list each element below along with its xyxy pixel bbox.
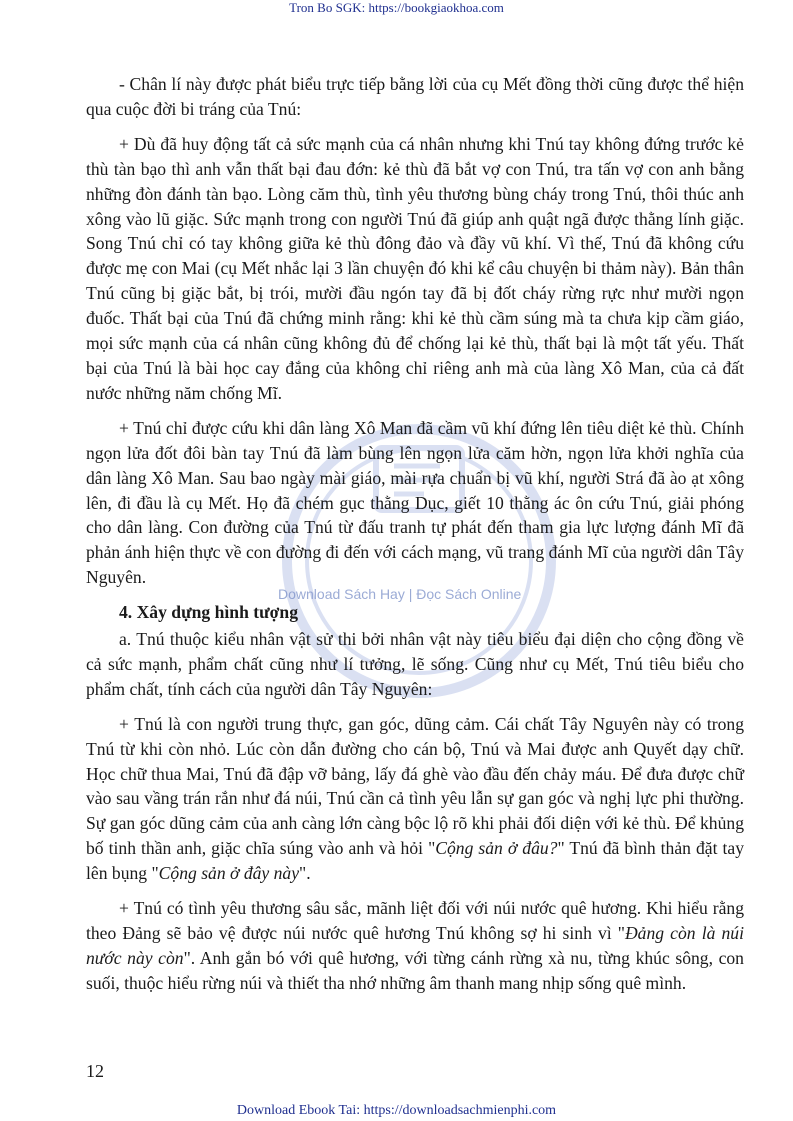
courage-text-before: + Tnú là con người trung thực, gan góc, dũng cảm. Cái chất Tây Nguyên này có trong Tnú từ khi còn nhỏ. Lúc còn dẫn đường cho cán bộ, Tnú và Mai được anh Quyết dạy chữ. Học chữ thua Mai, Tnú đã đập vỡ bảng, lấy đá ghè vào đầu đến chảy máu. Để đưa được chữ vào sau vầng trán rắn như đá núi, Tnú cần cả tình yêu lẫn sự gan góc và nghị lực phi thường. Sự gan góc dũng cảm của anh càng lớn càng bộc lộ rõ khi phải đối diện với kẻ thù. Để khủng bố tinh thần anh, giặc chĩa súng vào anh và hỏi " xyxy=(86,713,744,859)
love-text-after: ". Anh gắn bó với quê hương, với từng cánh rừng xà nu, từng khúc sông, con suối, thuộc hiểu rừng núi và thiết tha nhớ những âm thanh mang nhịp sống quê mình. xyxy=(86,947,744,993)
paragraph-intro: - Chân lí này được phát biểu trực tiếp bằng lời của cụ Mết đồng thời cũng được thể hiện qua cuộc đời bi tráng của Tnú: xyxy=(86,74,744,119)
footer-download-link[interactable]: Download Ebook Tai: https://downloadsachmienphi.com xyxy=(236,1103,557,1118)
quote-question: Cộng sản ở đâu? xyxy=(435,838,558,859)
love-text-before: + Tnú có tình yêu thương sâu sắc, mãnh liệt đối với núi nước quê hương. Khi hiểu rằng theo Đảng sẽ bảo vệ được núi nước quê hương Tnú không sợ hi sinh vì " xyxy=(86,898,744,943)
paragraph-defeat: + Dù đã huy động tất cả sức mạnh của cá nhân nhưng khi Tnú tay không đứng trước kẻ thù tàn bạo thì anh vẫn thất bại đau đớn: kẻ thù đã bắt vợ con Tnú, tra tấn vợ con anh bằng những đòn đánh tàn bạo. Lòng căm thù, tình yêu thương bùng cháy trong Tnú, thôi thúc anh xông vào lũ giặc. Sức mạnh trong con người Tnú đã giúp anh quật ngã được thằng lính giặc. Song Tnú chỉ có tay không giữa kẻ thù đông đảo và đầy vũ khí. Vì thế, Tnú đã không cứu được mẹ con Mai (cụ Mết nhắc lại 3 lần chuyện đó khi kể câu chuyện bi thảm này). Bản thân Tnú cũng bị giặc bắt, bị trói, mười đầu ngón tay đã bị đốt cháy rừng rực như mười ngọn đuốc. Thất bại của Tnú đã chứng minh rằng: khi kẻ thù cầm súng mà ta chưa kịp cầm giáo, mọi sức mạnh của cá nhân cũng không đủ để chống lại kẻ thù, thất bại là một tất yếu. Thất bại của Tnú là bài học cay đắng của không chỉ riêng anh mà của làng Xô Man, của cả đất nước những năm chống Mĩ. xyxy=(86,133,744,403)
courage-text-middle: " Tnú đã bình thản đặt tay lên bụng " xyxy=(86,838,744,884)
header-source-link[interactable]: Tron Bo SGK: https://bookgiaokhoa.com xyxy=(289,0,504,15)
quote-answer: Cộng sản ở đây này xyxy=(158,863,300,884)
paragraph-love xyxy=(86,896,744,996)
courage-text-after: ". xyxy=(299,863,311,884)
page-body xyxy=(86,72,744,1006)
watermark-text: Download Sách Hay | Đọc Sách Online xyxy=(278,586,522,602)
paragraph-courage xyxy=(86,712,744,886)
page-number: 12 xyxy=(86,1061,104,1081)
paragraph-uprising: + Tnú chỉ được cứu khi dân làng Xô Man đã cầm vũ khí đứng lên tiêu diệt kẻ thù. Chính ngọn lửa đốt đôi bàn tay Tnú đã làm bùng lên ngọn lửa căm hờn, ngọn lửa khởi nghĩa của dân làng Xô Man. Sau bao ngày mài giáo, mài rựa chuẩn bị vũ khí, người Strá đã ào ạt xông lên, đi đầu là cụ Mết. Họ đã chém gục thằng Dục, giết 10 thằng ác ôn cứu Tnú, giải phóng cho dân làng. Con đường của Tnú từ đấu tranh tự phát đến tham gia lực lượng đánh Mĩ đã phản ánh hiện thực về con đường đi đến với cách mạng, vũ trang đánh Mĩ của người dân Tây Nguyên. xyxy=(86,417,744,588)
section-heading: 4. Xây dựng hình tượng xyxy=(119,602,298,623)
quote-party: Đảng còn là núi nước này còn xyxy=(86,923,744,968)
paragraph-epic-character: a. Tnú thuộc kiểu nhân vật sử thi bởi nhân vật này tiêu biểu đại diện cho cộng đồng về cả sức mạnh, phẩm chất cũng như lí tưởng, lẽ sống. Cũng như cụ Mết, Tnú tiêu biểu cho phẩm chất, tính cách của người dân Tây Nguyên: xyxy=(86,629,744,699)
